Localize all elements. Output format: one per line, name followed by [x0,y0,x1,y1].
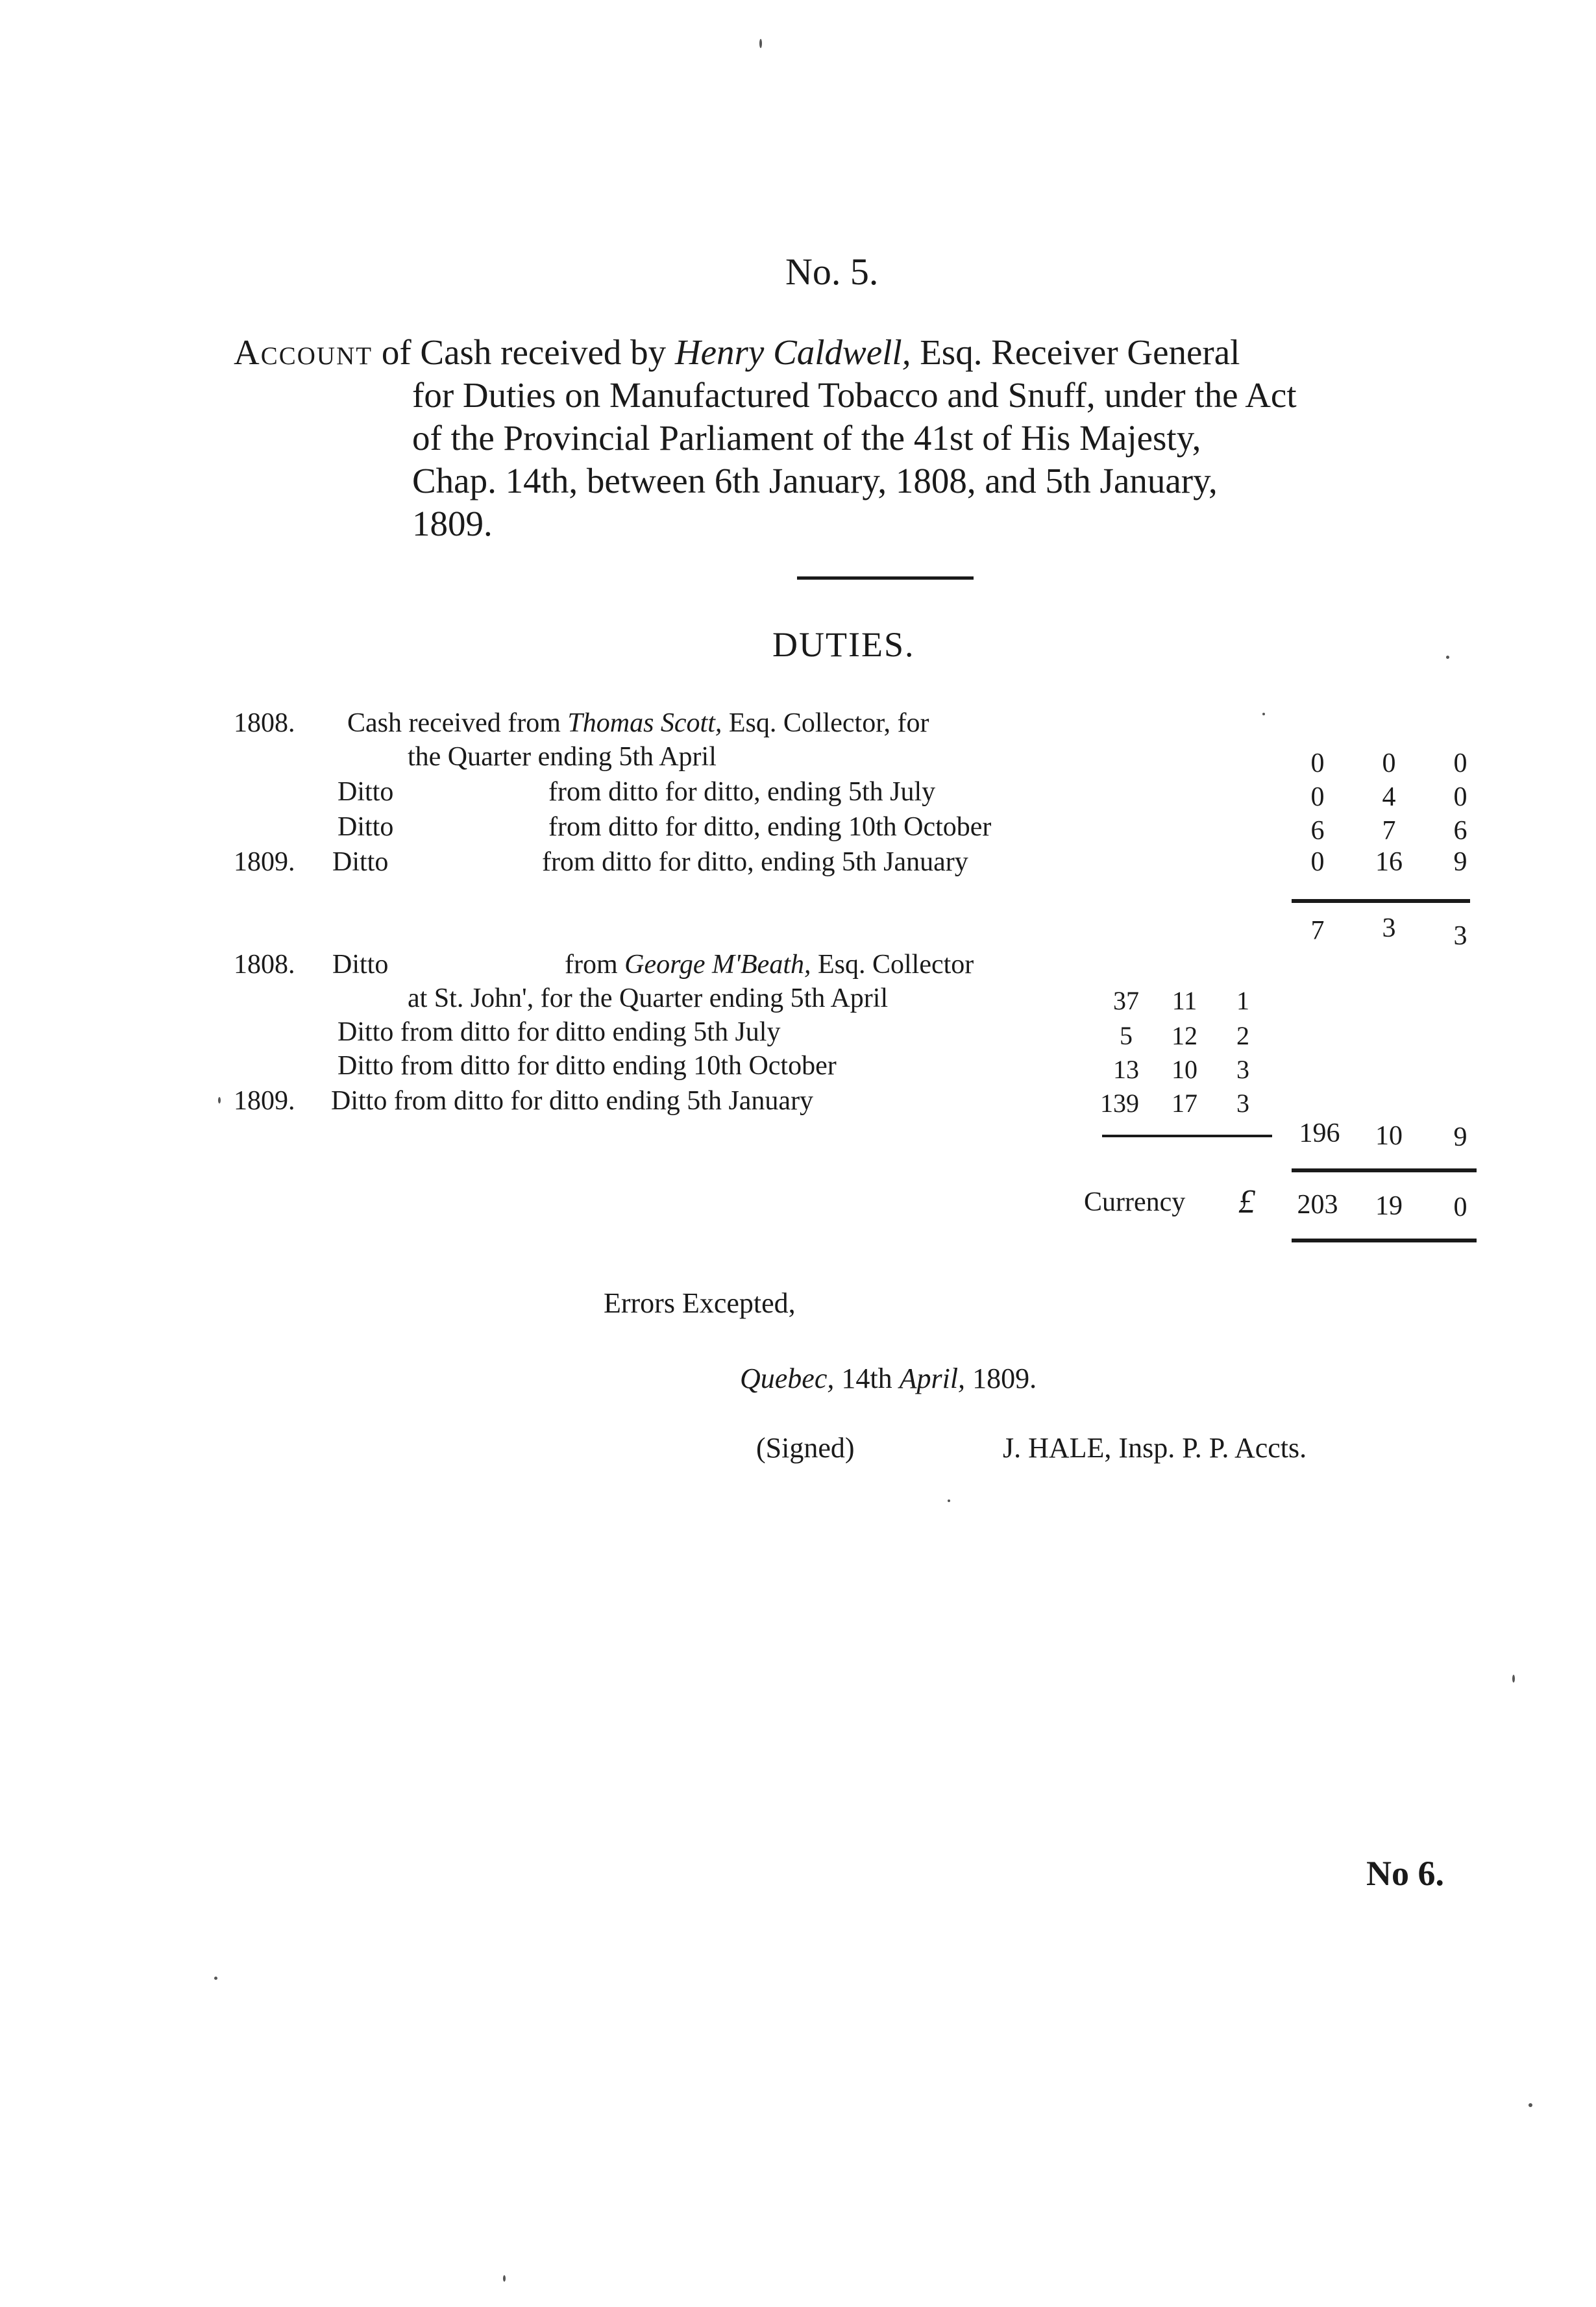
document-number: No. 5. [785,251,879,293]
heading-line-1-text [234,331,1240,374]
heading-line-4: Chap. 14th, between 6th January, 1808, and 5th January, [412,461,1218,500]
total-pounds: 203 [1297,1190,1338,1220]
mcbeath-subtotal-pence: 9 [1453,1122,1467,1152]
scan-speck [218,1097,221,1104]
heading-line-2: for Duties on Manufactured Tobacco and Snuff, under the Act [412,375,1297,415]
place-name: Quebec, [740,1363,835,1394]
collector-name-scott: Thomas Scott, [567,708,722,738]
scott-entry-4-label: Ditto [332,847,389,877]
scott-entry-4-pence: 9 [1453,847,1467,877]
mcbeath-entry-1-text [565,949,974,980]
mcbeath-entry-2-text: Ditto from ditto for ditto ending 5th July [338,1017,781,1047]
scott-entry-2-text: from ditto for ditto, ending 5th July [548,777,936,807]
heading-line-5: 1809. [412,504,493,543]
mcbeath-entry-2-pounds: 5 [1120,1021,1133,1050]
heading-line-1 [234,331,1486,374]
mcbeath-entry-1-pounds: 37 [1113,986,1139,1015]
scott-subtotal-shillings: 3 [1382,913,1396,943]
scott-entry-2-pence: 0 [1453,782,1467,812]
scott-entry-1-shillings: 0 [1382,748,1396,778]
total-rule-top [1292,1168,1477,1172]
scan-speck [1512,1675,1515,1683]
mcbeath-entry-4-pounds: 139 [1100,1089,1139,1118]
scott-entry-1-before-name: Cash received from [347,708,568,738]
mcbeath-entry-1-after-name: Esq. Collector [811,950,974,980]
receiver-name: Henry Caldwell, [674,332,911,372]
scott-entry-3-text: from ditto for ditto, ending 10th October [548,812,992,842]
mcbeath-subtotal-shillings: 10 [1375,1121,1403,1151]
heading-divider-rule [797,576,974,580]
mcbeath-entry-4-shillings: 17 [1172,1089,1197,1118]
mcbeath-entry-3-pence: 3 [1236,1055,1249,1084]
scan-speck [1262,713,1265,715]
mcbeath-entry-1-label: Ditto [332,950,389,980]
heading-line-1-after-name: Esq. Receiver General [911,332,1240,372]
mcbeath-subtotal-pounds: 196 [1299,1118,1340,1148]
collector-name-mcbeath: George M'Beath, [624,950,811,980]
scott-entry-4-year: 1809. [234,847,295,877]
scan-speck [1446,656,1449,659]
scott-entry-1-pounds: 0 [1310,748,1325,778]
scott-entry-2-pounds: 0 [1310,782,1325,812]
mcbeath-entry-1-continuation: at St. John', for the Quarter ending 5th April [408,983,889,1013]
scott-entry-2-shillings: 4 [1382,782,1396,812]
date-year: 1809. [972,1363,1037,1394]
total-pence: 0 [1453,1192,1467,1222]
heading-line-3: of the Provincial Parliament of the 41st of His Majesty, [412,418,1201,458]
place-date [740,1362,1037,1395]
currency-label: Currency [1084,1187,1186,1217]
mcbeath-entry-1-before-name: from [565,950,625,980]
account-heading [234,331,1486,545]
date-month: April, [899,1363,966,1394]
total-rule-bottom [1292,1239,1477,1242]
scan-speck [759,39,762,48]
mcbeath-entry-4-year: 1809. [234,1086,295,1116]
mcbeath-subtotal-rule [1102,1135,1272,1137]
mcbeath-entry-2-pence: 2 [1236,1021,1249,1050]
mcbeath-entry-4-pence: 3 [1236,1089,1249,1118]
scan-speck [948,1499,950,1502]
scott-subtotal-pence: 3 [1453,921,1467,951]
scott-entry-1-continuation: the Quarter ending 5th April [408,742,717,772]
mcbeath-entry-1-year: 1808. [234,950,295,980]
scan-speck [214,1977,217,1980]
total-shillings: 19 [1375,1191,1403,1221]
mcbeath-entry-3-pounds: 13 [1113,1055,1139,1084]
scott-entry-3-label: Ditto [338,812,394,842]
pound-symbol: £ [1238,1183,1255,1220]
scott-subtotal-rule [1292,899,1470,903]
mcbeath-entry-3-text: Ditto from ditto for ditto ending 10th October [338,1051,837,1081]
mcbeath-entry-3-shillings: 10 [1172,1055,1197,1084]
scan-speck [503,2275,506,2282]
mcbeath-entry-4-text: Ditto from ditto for ditto ending 5th January [331,1086,814,1116]
next-document-number: No 6. [1366,1854,1444,1893]
heading-lead-word: Account [234,332,373,372]
mcbeath-entry-1-pence: 1 [1236,986,1249,1015]
scott-entry-1-pence: 0 [1453,748,1467,778]
scan-speck [1528,2103,1532,2107]
scott-entry-4-shillings: 16 [1375,847,1403,877]
mcbeath-entry-2-shillings: 12 [1172,1021,1197,1050]
signed-label: (Signed) [756,1432,855,1464]
scott-subtotal-pounds: 7 [1310,916,1325,946]
section-title: DUTIES. [772,625,915,664]
scott-entry-1-year: 1808. [234,708,295,738]
heading-line-1-before-name: of Cash received by [373,332,675,372]
scott-entry-3-shillings: 7 [1382,816,1396,846]
scott-entry-1-text [347,708,929,739]
scott-entry-4-pounds: 0 [1310,847,1325,877]
scott-entry-3-pounds: 6 [1310,816,1325,846]
signatory: J. HALE, Insp. P. P. Accts. [1003,1432,1307,1464]
scott-entry-3-pence: 6 [1453,816,1467,846]
scott-entry-1-after-name: Esq. Collector, for [722,708,929,738]
date-day: 14th [841,1363,892,1394]
errors-excepted: Errors Excepted, [604,1287,796,1319]
scott-entry-2-label: Ditto [338,777,394,807]
scott-entry-4-text: from ditto for ditto, ending 5th January [542,847,968,877]
mcbeath-entry-1-shillings: 11 [1172,986,1197,1015]
